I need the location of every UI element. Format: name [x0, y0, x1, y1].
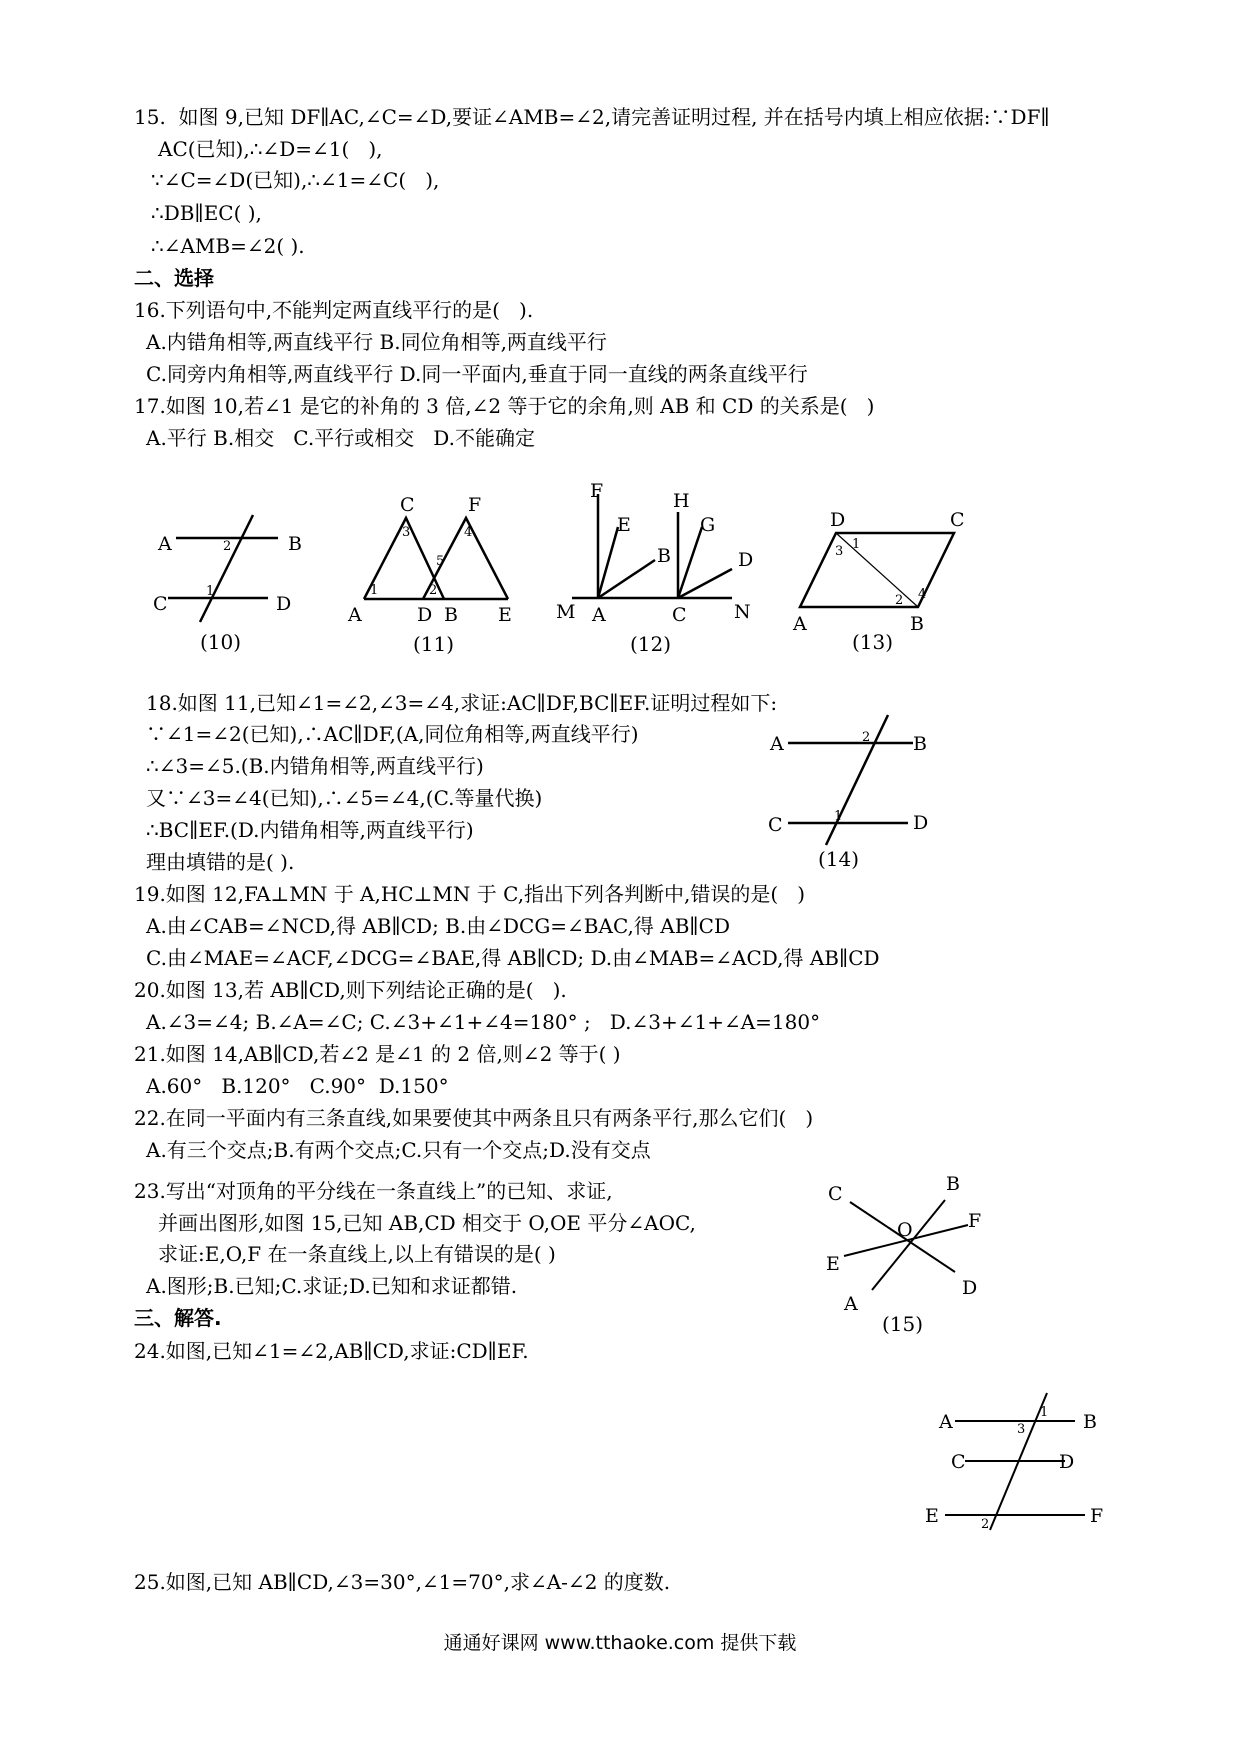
figure-13-caption: (13): [852, 630, 894, 654]
angle-2-label: 2: [223, 539, 232, 554]
figure-14-caption: (14): [818, 847, 860, 871]
angle-3-label: 3: [402, 525, 411, 540]
q17-options: A.平行 B.相交 C.平行或相交 D.不能确定: [146, 426, 535, 450]
figure-10-caption: (10): [200, 630, 242, 654]
label-D: D: [417, 604, 433, 626]
q16-options-cd: C.同旁内角相等,两直线平行 D.同一平面内,垂直于同一直线的两条直线平行: [146, 362, 808, 386]
label-B: B: [946, 1173, 960, 1195]
label-A: A: [158, 533, 172, 555]
q23-line-3: 求证:E,O,F 在一条直线上,以上有错误的是( ): [158, 1242, 556, 1266]
label-F: F: [968, 1210, 982, 1232]
label-D: D: [913, 812, 929, 834]
angle-3-label: 3: [1017, 1422, 1026, 1437]
section-heading-choice: 二、选择: [134, 266, 214, 290]
q24-stem: 24.如图,已知∠1=∠2,AB∥CD,求证:CD∥EF.: [134, 1339, 529, 1363]
q22-stem: 22.在同一平面内有三条直线,如果要使其中两条且只有两条平行,那么它们( ): [134, 1106, 814, 1130]
q16-stem: 16.下列语句中,不能判定两直线平行的是( ).: [134, 298, 534, 322]
label-H: H: [673, 490, 690, 512]
q15-line-5: ∴∠AMB=∠2( ).: [151, 234, 305, 258]
q18-line-1: 18.如图 11,已知∠1=∠2,∠3=∠4,求证:AC∥DF,BC∥EF.证明过程如下:: [146, 691, 778, 715]
label-O: O: [897, 1219, 913, 1241]
label-B: B: [910, 613, 924, 635]
label-B: B: [657, 545, 671, 567]
angle-2-label: 2: [981, 1517, 990, 1532]
label-A: A: [939, 1411, 953, 1433]
q18-line-3: ∴∠3=∠5.(B.内错角相等,两直线平行): [146, 754, 484, 778]
q15-line-2: AC(已知),∴∠D=∠1( ),: [158, 137, 383, 161]
label-B: B: [1083, 1411, 1097, 1433]
q16-options-ab: A.内错角相等,两直线平行 B.同位角相等,两直线平行: [146, 330, 607, 354]
q18-line-5: ∴BC∥EF.(D.内错角相等,两直线平行): [146, 818, 474, 842]
label-D: D: [738, 549, 754, 571]
label-C: C: [951, 1451, 966, 1473]
figure-11: [348, 493, 528, 643]
q25-stem: 25.如图,已知 AB∥CD,∠3=30°,∠1=70°,求∠A-∠2 的度数.: [134, 1570, 671, 1594]
q18-line-6: 理由填错的是( ).: [146, 850, 295, 874]
q21-options: A.60° B.120° C.90° D.150°: [146, 1074, 449, 1098]
angle-2-label: 2: [429, 583, 438, 598]
label-A: A: [844, 1293, 858, 1315]
label-B: B: [913, 733, 927, 755]
figure-15: [820, 1170, 990, 1330]
figure-11-caption: (11): [413, 632, 455, 656]
label-D: D: [830, 509, 846, 531]
q20-options: A.∠3=∠4; B.∠A=∠C; C.∠3+∠1+∠4=180° ; D.∠3+∠1+∠A=180°: [146, 1010, 821, 1034]
label-E: E: [498, 604, 512, 626]
label-F: F: [468, 494, 482, 516]
page-footer: 通通好课网 www.tthaoke.com 提供下载: [443, 1632, 797, 1654]
angle-3-label: 3: [835, 544, 844, 559]
label-D: D: [276, 593, 292, 615]
label-B: B: [288, 533, 302, 555]
label-E: E: [617, 514, 631, 536]
q19-options-cd: C.由∠MAE=∠ACF,∠DCG=∠BAE,得 AB∥CD; D.由∠MAB=∠ACD,得 AB∥CD: [146, 946, 880, 970]
q22-options: A.有三个交点;B.有两个交点;C.只有一个交点;D.没有交点: [146, 1138, 651, 1162]
q23-line-4: A.图形;B.已知;C.求证;D.已知和求证都错.: [146, 1274, 518, 1298]
angle-1-label: 1: [852, 537, 861, 552]
label-E: E: [925, 1505, 939, 1527]
q19-stem: 19.如图 12,FA⊥MN 于 A,HC⊥MN 于 C,指出下列各判断中,错误的是( ): [134, 882, 806, 906]
label-G: G: [700, 514, 716, 536]
label-A: A: [793, 613, 807, 635]
label-C: C: [153, 593, 168, 615]
label-D: D: [962, 1277, 978, 1299]
q20-stem: 20.如图 13,若 AB∥CD,则下列结论正确的是( ).: [134, 978, 567, 1002]
figure-14: [768, 705, 948, 855]
angle-1-label: 1: [206, 584, 215, 599]
label-F: F: [1090, 1505, 1104, 1527]
label-B: B: [444, 604, 458, 626]
label-A: A: [348, 604, 362, 626]
label-C: C: [828, 1183, 843, 1205]
label-C: C: [768, 814, 783, 836]
q19-options-ab: A.由∠CAB=∠NCD,得 AB∥CD; B.由∠DCG=∠BAC,得 AB∥CD: [146, 914, 730, 938]
label-E: E: [826, 1253, 840, 1275]
label-A: A: [592, 604, 606, 626]
section-heading-answer: 三、解答.: [134, 1306, 222, 1330]
label-D: D: [1059, 1451, 1075, 1473]
label-A: A: [770, 733, 784, 755]
figure-12: [552, 482, 752, 642]
label-C: C: [950, 509, 965, 531]
q15-line-4: ∴DB∥EC( ),: [151, 201, 262, 225]
q15-line-1: 15. 如图 9,已知 DF∥AC,∠C=∠D,要证∠AMB=∠2,请完善证明过程, 并在括号内填上相应依据:∵DF∥: [134, 105, 1050, 129]
q21-stem: 21.如图 14,AB∥CD,若∠2 是∠1 的 2 倍,则∠2 等于( ): [134, 1042, 621, 1066]
label-N: N: [734, 601, 751, 623]
figure-12-caption: (12): [630, 632, 672, 656]
q23-line-1: 23.写出“对顶角的平分线在一条直线上”的已知、求证,: [134, 1179, 613, 1203]
label-F: F: [590, 480, 604, 502]
angle-1-label: 1: [834, 809, 843, 824]
q15-line-3: ∵∠C=∠D(已知),∴∠1=∠C( ),: [151, 168, 440, 192]
angle-2-label: 2: [895, 593, 904, 608]
label-M: M: [556, 601, 576, 623]
angle-1-label: 1: [370, 583, 379, 598]
q18-line-4: 又∵∠3=∠4(已知),∴∠5=∠4,(C.等量代换): [146, 786, 543, 810]
label-C: C: [672, 604, 687, 626]
label-C: C: [400, 494, 415, 516]
figure-q24: [925, 1385, 1125, 1555]
q23-line-2: 并画出图形,如图 15,已知 AB,CD 相交于 O,OE 平分∠AOC,: [158, 1211, 696, 1235]
figure-15-caption: (15): [882, 1312, 924, 1336]
angle-2-label: 2: [862, 730, 871, 745]
angle-1-label: 1: [1040, 1405, 1049, 1420]
angle-4-label: 4: [918, 587, 927, 602]
q18-line-2: ∵∠1=∠2(已知),∴AC∥DF,(A,同位角相等,两直线平行): [146, 722, 639, 746]
angle-4-label: 4: [464, 525, 473, 540]
q17-stem: 17.如图 10,若∠1 是它的补角的 3 倍,∠2 等于它的余角,则 AB 和 CD 的关系是( ): [134, 394, 875, 418]
angle-5-label: 5: [436, 554, 445, 569]
